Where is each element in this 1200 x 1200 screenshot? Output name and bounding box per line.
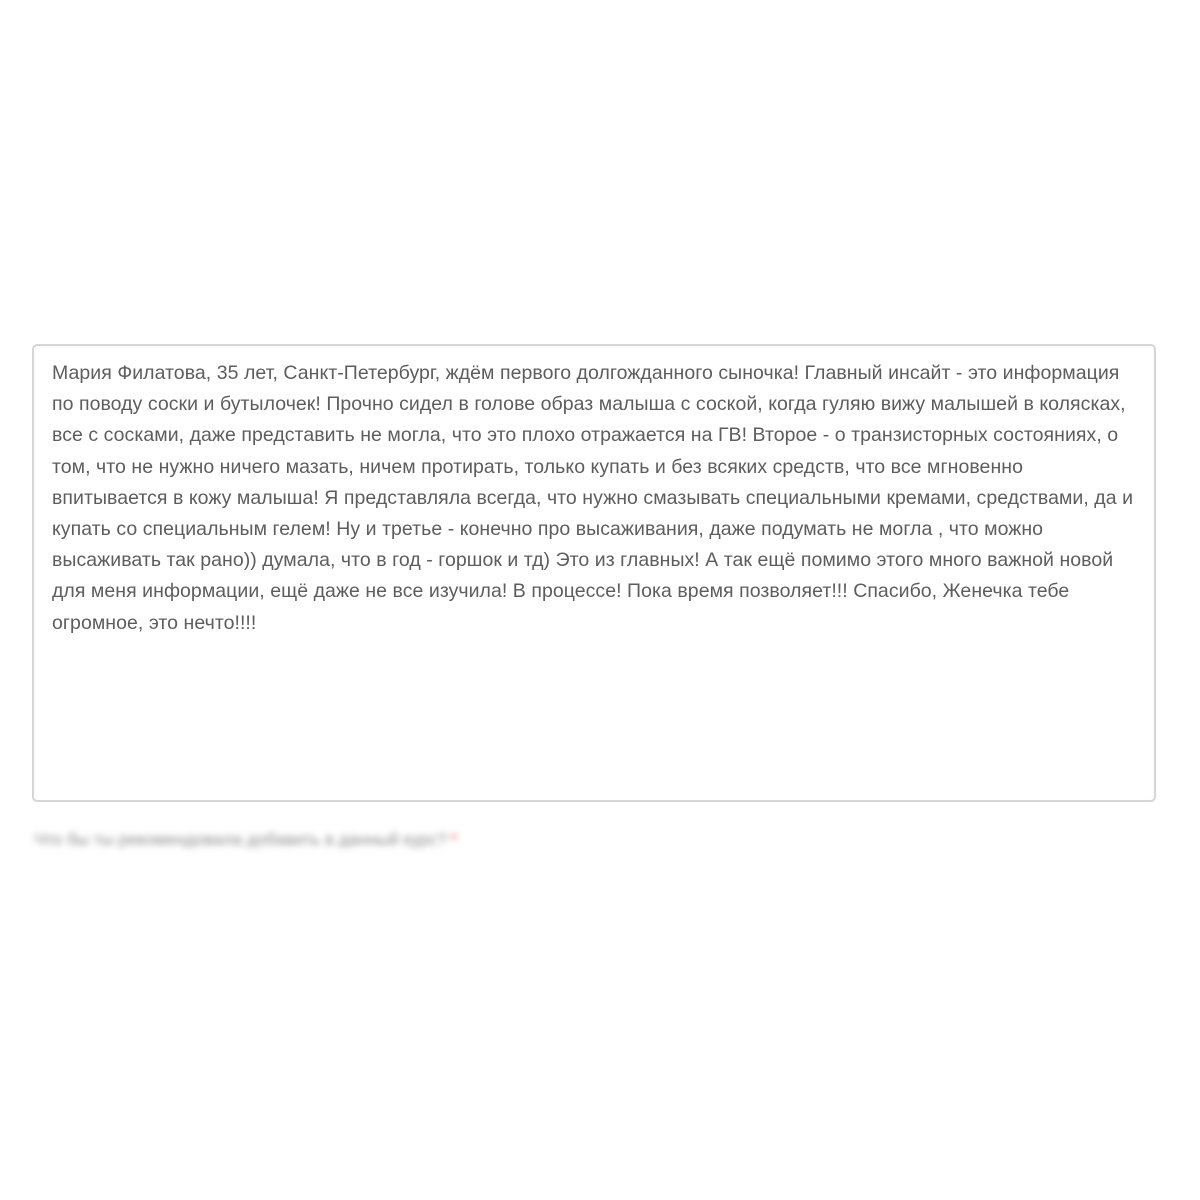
next-question-label bbox=[32, 830, 1156, 850]
feedback-form bbox=[32, 344, 1156, 850]
answer-textarea[interactable] bbox=[32, 344, 1156, 802]
answer-text: Мария Филатова, 35 лет, Санкт-Петербург, ждём первого долгожданного сыночка! Главный инсайт - это информация по поводу соски и бутылочек! Прочно сидел в голове образ малыша с соской, когда гуляю вижу малышей в колясках, все с сосками, даже представить не могла, что это плохо отражается на ГВ! Второе - о транзисторных состояниях, о том, что не нужно ничего мазать, ничем протирать, только купать и без всяких средств, что все мгновенно впитывается в кожу малыша! Я представляла всегда, что нужно смазывать специальными кремами, средствами, да и купать со специальным гелем! Ну и третье - конечно про высаживания, даже подумать не могла , что можно высаживать так рано)) думала, что в год - горшок и тд) Это из главных! А так ещё помимо этого много важной новой для меня информации, ещё даже не все изучила! В процессе! Пока время позволяет!!! Спасибо, Женечка тебе огромное, это нечто!!!! bbox=[52, 362, 1134, 634]
next-question-text: Что бы ты рекомендовала добавить в данный курс? bbox=[34, 830, 447, 849]
required-asterisk: * bbox=[450, 830, 458, 849]
